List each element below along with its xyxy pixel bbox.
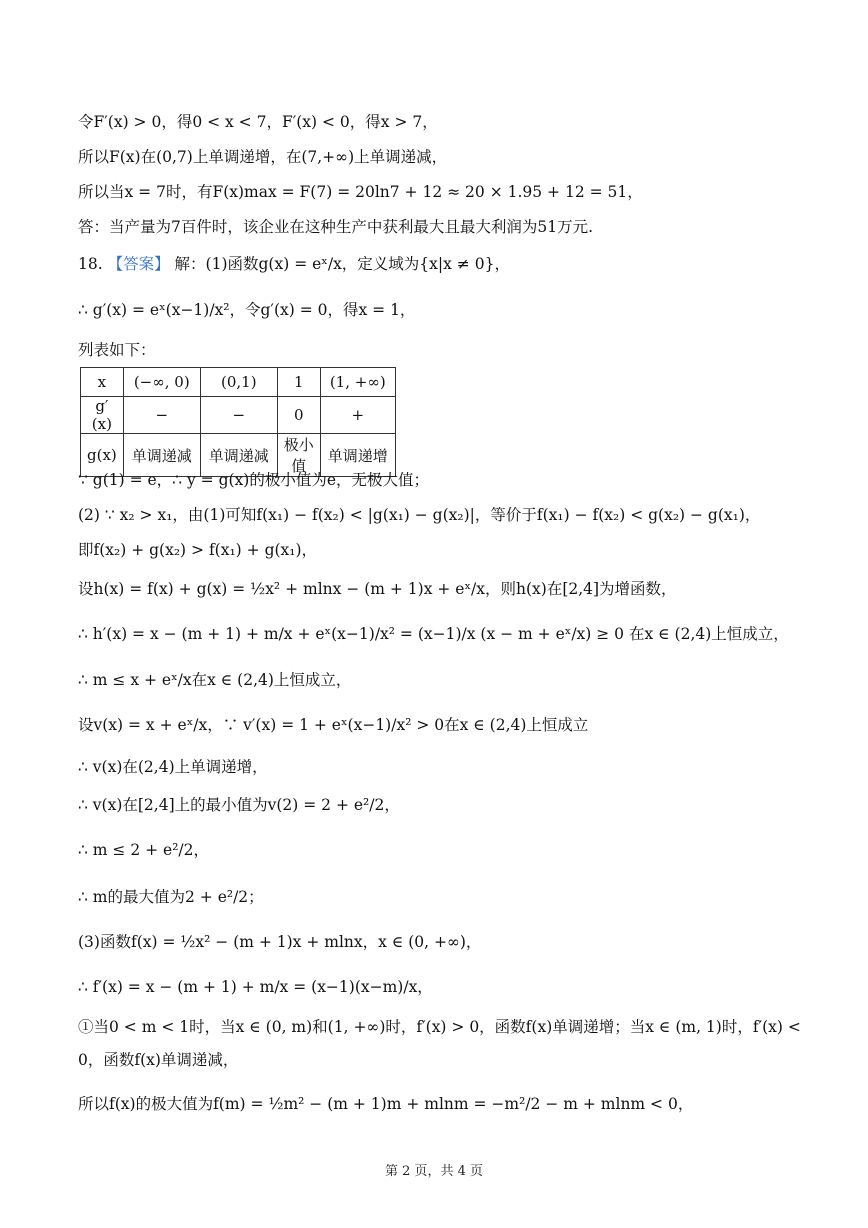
line-part2-start: (2) ∵ x₂ > x₁，由(1)可知f(x₁) − f(x₂) < |g(x₁) − g(x₂)|，等价于f(x₁) − f(x₂) < g(x₂) − g(x₁)， (78, 506, 761, 524)
line-f-derivative: ∴ f′(x) = x − (m + 1) + m/x = (x−1)(x−m)/x， (78, 978, 433, 996)
line-1: 令F′(x) > 0，得0 < x < 7，F′(x) < 0，得x > 7， (78, 113, 438, 131)
line-f-max: 所以f(x)的极大值为f(m) = ½m² − (m + 1)m + mlnm = −m²/2 − m + mlnm < 0， (78, 1095, 694, 1113)
sign-table (80, 367, 396, 477)
table-cell: (1, +∞) (320, 368, 395, 397)
table-cell: − (200, 397, 277, 434)
table-cell: g′(x) (81, 397, 124, 434)
line-3: 所以当x = 7时，有F(x)max = F(7) = 20ln7 + 12 ≈ 20 × 1.95 + 12 = 51， (78, 183, 643, 201)
line-2: 所以F(x)在(0,7)上单调递增，在(7,+∞)上单调递减， (78, 148, 448, 166)
question-18-line (78, 252, 510, 276)
question-18-text: 解：(1)函数g(x) = eˣ/x，定义域为{x|x ≠ 0}， (174, 255, 510, 273)
line-case1-a: ①当0 < m < 1时，当x ∈ (0, m)和(1, +∞)时，f′(x) > 0，函数f(x)单调递增；当x ∈ (m, 1)时，f′(x) < (78, 1018, 801, 1036)
line-part3-start: (3)函数f(x) = ½x² − (m + 1)x + mlnx，x ∈ (0, +∞)， (78, 933, 482, 951)
table-cell: x (81, 368, 124, 397)
table-row (81, 368, 396, 397)
table-cell: (0,1) (200, 368, 277, 397)
line-m-max: ∴ m的最大值为2 + e²/2； (78, 888, 264, 906)
line-h-derivative: ∴ h′(x) = x − (m + 1) + m/x + eˣ(x−1)/x² = (x−1)/x (x − m + eˣ/x) ≥ 0 在x ∈ (2,4)上恒成立， (78, 625, 789, 643)
line-table-intro: 列表如下： (78, 341, 156, 359)
table-cell: (−∞, 0) (123, 368, 200, 397)
line-v-increasing: ∴ v(x)在(2,4)上单调递增， (78, 758, 268, 776)
table-cell: 单调递增 (320, 434, 395, 477)
line-define-v: 设v(x) = x + eˣ/x，∵ v′(x) = 1 + eˣ(x−1)/x² > 0在x ∈ (2,4)上恒成立 (78, 716, 589, 734)
line-define-h: 设h(x) = f(x) + g(x) = ½x² + mlnx − (m + 1)x + eˣ/x，则h(x)在[2,4]为增函数， (78, 580, 677, 598)
page-footer: 第 2 页，共 4 页 (384, 1164, 484, 1179)
table-cell: 0 (277, 397, 320, 434)
table-cell: − (123, 397, 200, 434)
table-cell: g(x) (81, 434, 124, 477)
line-v-min: ∴ v(x)在[2,4]上的最小值为v(2) = 2 + e²/2， (78, 796, 400, 814)
table-cell: + (320, 397, 395, 434)
question-number: 18. (78, 255, 103, 273)
line-derivative-g: ∴ g′(x) = eˣ(x−1)/x²，令g′(x) = 0，得x = 1， (78, 301, 416, 319)
line-part2-equiv: 即f(x₂) + g(x₂) > f(x₁) + g(x₁)， (78, 541, 318, 559)
table-cell: 极小值 (277, 434, 320, 477)
line-m-bound: ∴ m ≤ x + eˣ/x在x ∈ (2,4)上恒成立， (78, 671, 352, 689)
table-row (81, 397, 396, 434)
answer-tag: 【答案】 (107, 255, 170, 273)
table-cell: 1 (277, 368, 320, 397)
table-cell: 单调递减 (123, 434, 200, 477)
table-cell: 单调递减 (200, 434, 277, 477)
line-case1-b: 0，函数f(x)单调递减， (78, 1051, 239, 1069)
line-4: 答：当产量为7百件时，该企业在这种生产中获利最大且最大利润为51万元. (78, 218, 594, 236)
line-g-min: ∵ g(1) = e，∴ y = g(x)的极小值为e，无极大值； (78, 471, 429, 489)
line-m-leq: ∴ m ≤ 2 + e²/2， (78, 841, 210, 859)
